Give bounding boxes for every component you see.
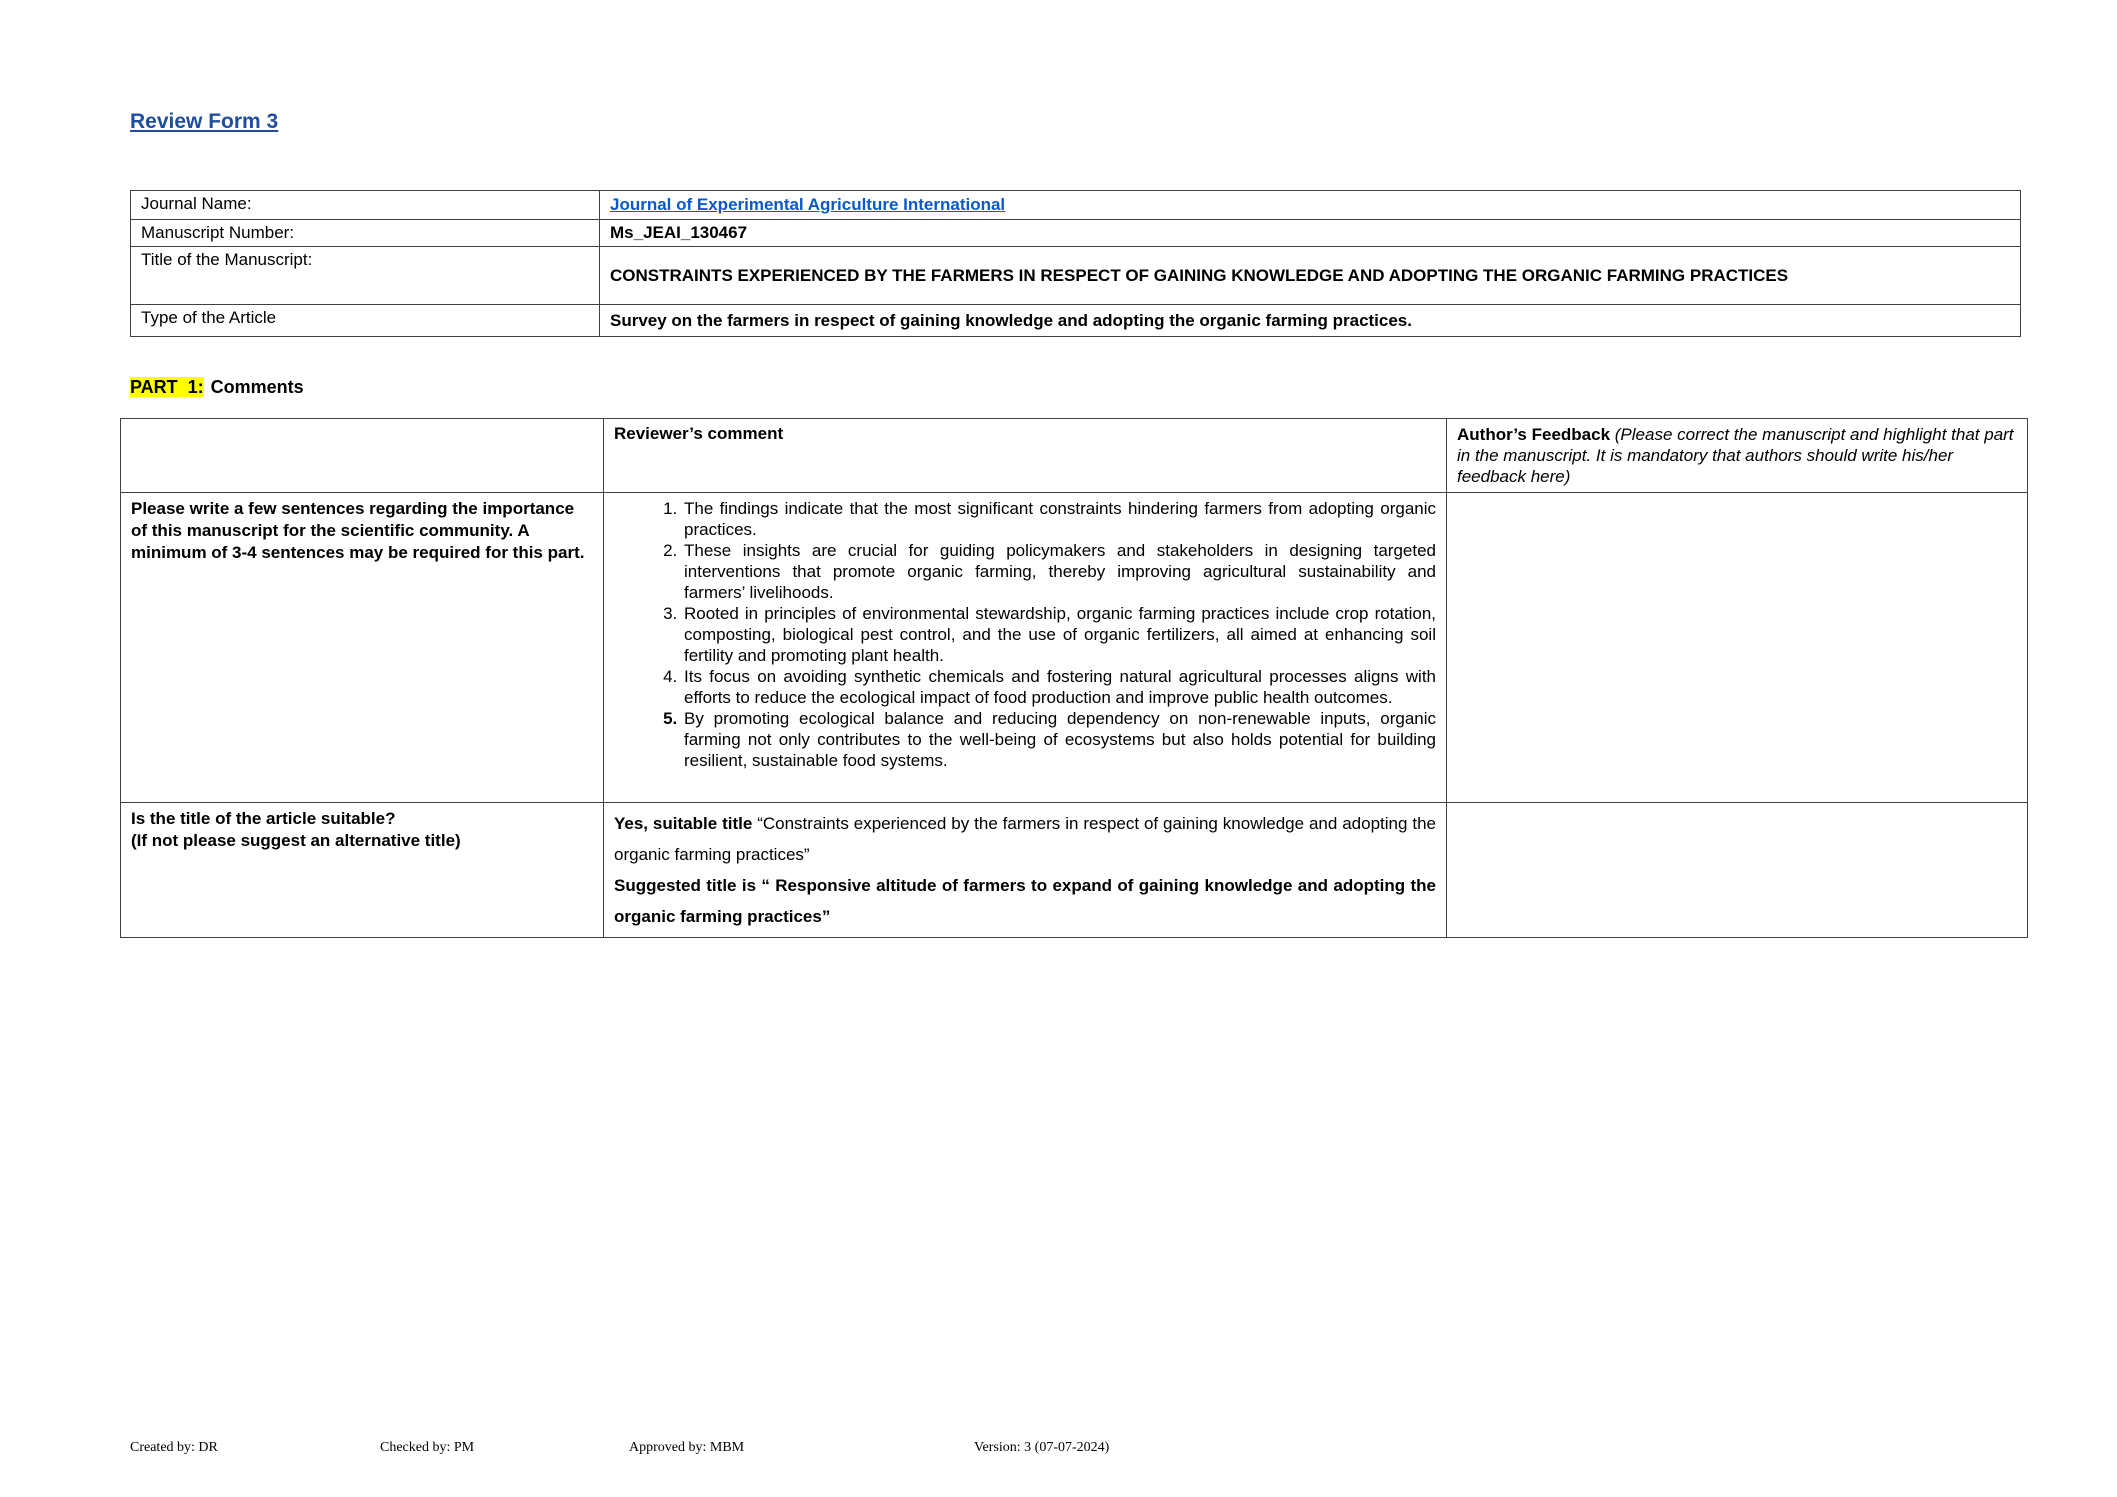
manuscript-title-value: CONSTRAINTS EXPERIENCED BY THE FARMERS IN RESPECT OF GAINING KNOWLEDGE AND ADOPTING THE ORGANIC FARMING PRACTICES [600,247,2021,305]
author-feedback-header [1447,419,2028,493]
title-suitability-row [121,803,2028,938]
review-form-title[interactable]: Review Form 3 [130,110,279,133]
reviewer-comment-importance-cell [604,493,1447,803]
header-empty-cell [121,419,604,493]
manuscript-title-label: Title of the Manuscript: [131,247,600,305]
journal-name-label: Journal Name: [131,191,600,220]
journal-name-value-cell [600,191,2021,220]
article-type-value: Survey on the farmers in respect of gaining knowledge and adopting the organic farming practices. [600,305,2021,337]
title-answer-quote: “Constraints experienced by the farmers in respect of gaining knowledge and adopting the organic farming practices” [614,814,1436,864]
comments-table [120,418,2028,938]
question-title-suitable [121,803,604,938]
reviewer-comment-header: Reviewer’s comment [604,419,1447,493]
journal-link[interactable]: Journal of Experimental Agriculture International [610,195,1006,214]
comment-item-2: 2. These insights are crucial for guiding policymakers and stakeholders in designing targeted interventions that promote organic farming, thereby improving agricultural sustainability and farmers’ livelihoods. [682,540,1436,603]
comment-item-4: 4. Its focus on avoiding synthetic chemicals and fostering natural agricultural processes aligns with efforts to reduce the ecological impact of food production and improve public health outcomes. [682,666,1436,708]
importance-row [121,493,2028,803]
manuscript-number-value: Ms_JEAI_130467 [600,220,2021,247]
author-feedback-cell-title[interactable] [1447,803,2028,938]
part1-label: Comments [210,377,304,397]
comment-item-3: 3. Rooted in principles of environmental stewardship, organic farming practices include crop rotation, composting, biological pest control, and the use of organic fertilizers, all aimed at enhancing soil fertility and promoting plant health. [682,603,1436,666]
comments-header-row [121,419,2028,493]
title-answer-verdict: Yes, suitable title [614,814,753,833]
author-feedback-header-title: Author’s Feedback [1457,425,1615,444]
footer-created: Created by: DR [130,1440,218,1455]
question-title-line2: (If not please suggest an alternative title) [131,831,461,850]
comment-item-5: 5. By promoting ecological balance and reducing dependency on non-renewable inputs, organic farming not only contributes to the well-being of ecosystems but also holds potential for building resilient, sustainable food systems. [682,708,1436,771]
footer-approved: Approved by: MBM [629,1440,745,1455]
article-type-label: Type of the Article [131,305,600,337]
suggested-title: Suggested title is “ Responsive altitude of farmers to expand of gaining knowledge and adopting the organic farming practices” [614,876,1436,926]
title-answer [614,808,1436,870]
author-feedback-header-note: (Please correct the manuscript and highlight that part in the manuscript. It is mandatory that authors should write his/her feedback here) [1457,425,2014,486]
article-type-row [131,305,2021,337]
part1-heading [130,377,304,398]
part1-badge: PART 1: [130,377,204,397]
journal-name-row [131,191,2021,220]
reviewer-comment-list [614,498,1436,771]
author-feedback-cell-importance[interactable] [1447,493,2028,803]
question-title-line1: Is the title of the article suitable? [131,809,396,828]
reviewer-comment-title-cell [604,803,1447,938]
footer-checked: Checked by: PM [380,1440,475,1455]
manuscript-meta-table [130,190,2021,337]
comment-item-1: 1. The findings indicate that the most significant constraints hindering farmers from adopting organic practices. [682,498,1436,540]
manuscript-number-label: Manuscript Number: [131,220,600,247]
question-importance: Please write a few sentences regarding the importance of this manuscript for the scientific community. A minimum of 3-4 sentences may be required for this part. [121,493,604,803]
manuscript-number-row [131,220,2021,247]
manuscript-title-row [131,247,2021,305]
footer-version: Version: 3 (07-07-2024) [974,1440,1110,1455]
